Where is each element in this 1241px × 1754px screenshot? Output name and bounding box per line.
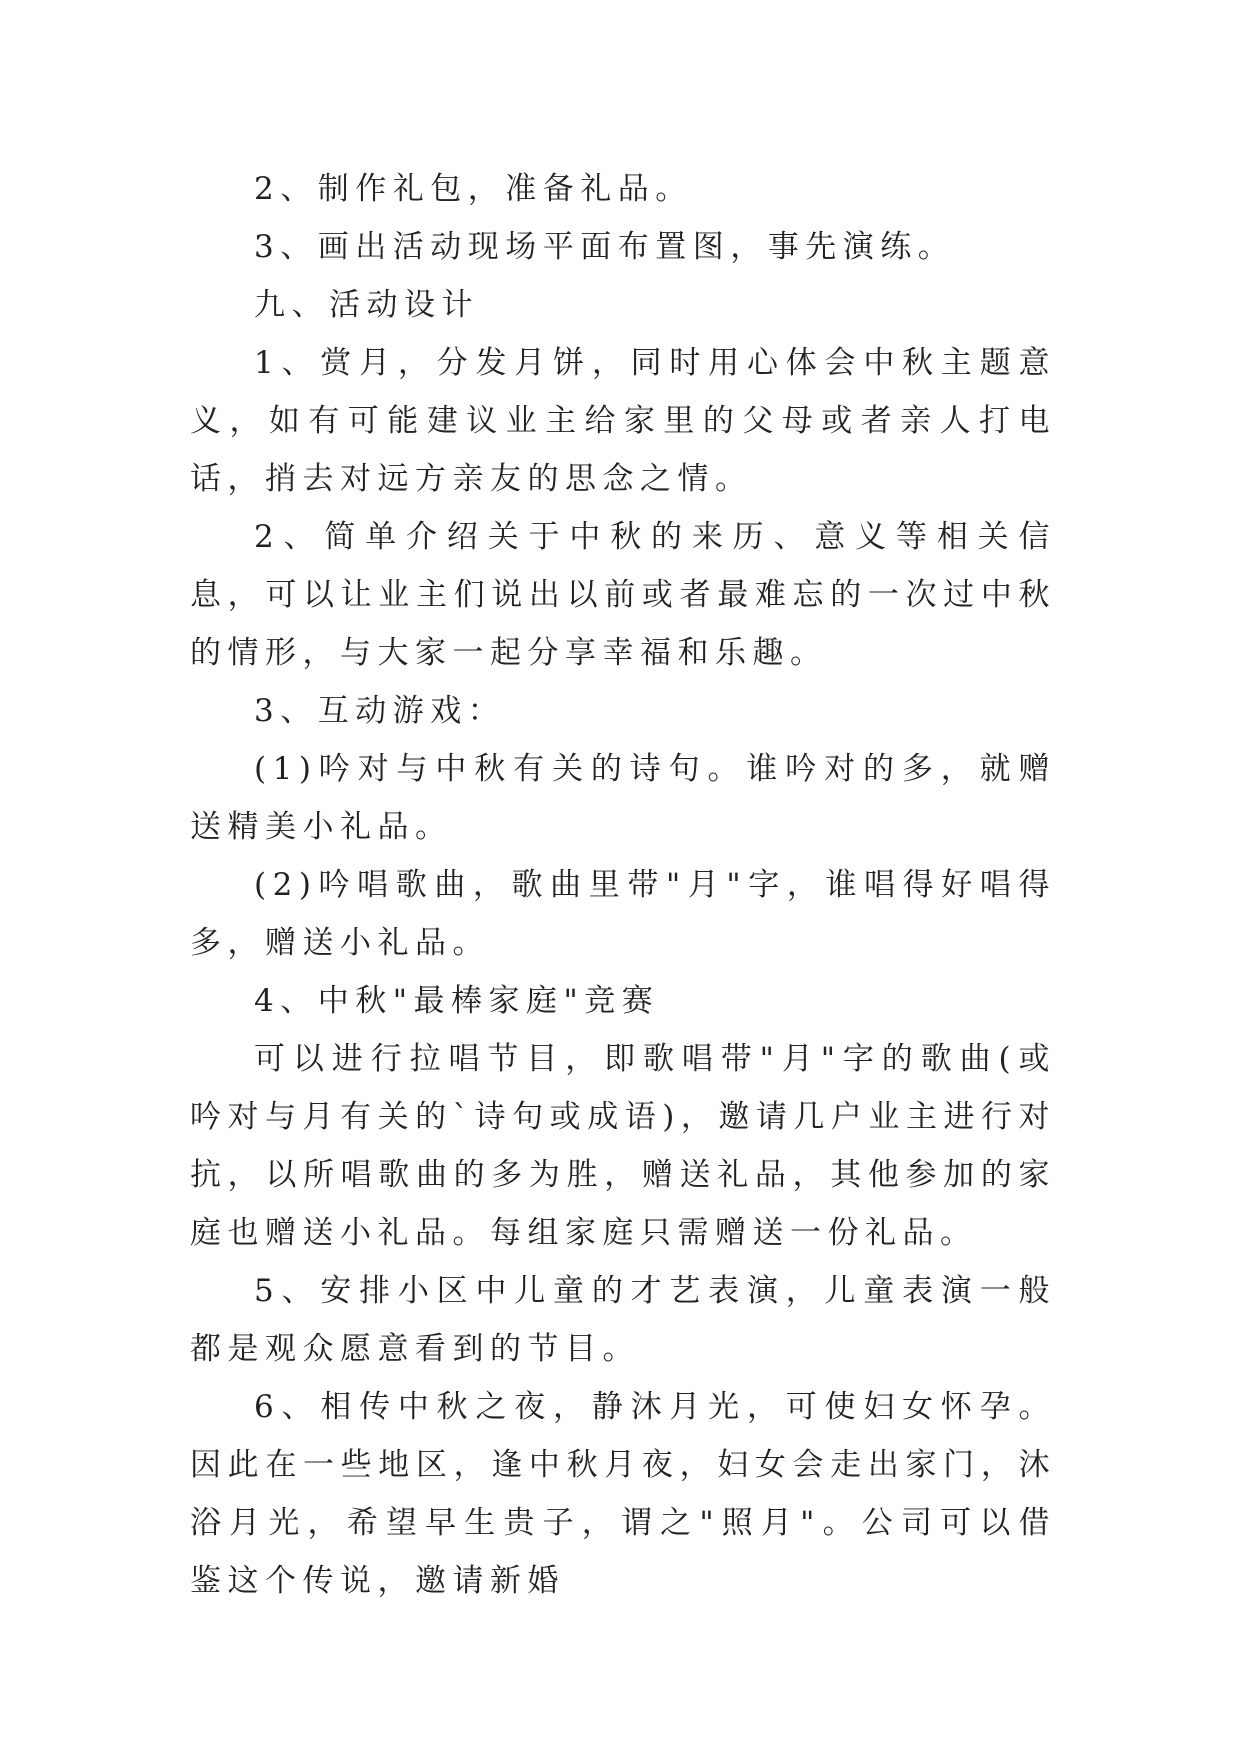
paragraph-moonlight-legend: 6、相传中秋之夜，静沐月光，可使妇女怀孕。因此在一些地区，逢中秋月夜，妇女会走出家门，沐浴月光，希望早生贵子，谓之"照月"。公司可以借鉴这个传说，邀请新婚 bbox=[190, 1389, 1056, 1599]
paragraph-singing-contest: 可以进行拉唱节目，即歌唱带"月"字的歌曲(或吟对与月有关的`诗句或成语)，邀请几户业主进行对抗，以所唱歌曲的多为胜，赠送礼品，其他参加的家庭也赠送小礼品。每组家庭只需赠送一份礼品。 bbox=[190, 1041, 1056, 1251]
document-body bbox=[190, 160, 1056, 1610]
paragraph-poem-game: (1)吟对与中秋有关的诗句。谁吟对的多，就赠送精美小礼品。 bbox=[190, 751, 1056, 845]
paragraph-children-performance: 5、安排小区中儿童的才艺表演，儿童表演一般都是观众愿意看到的节目。 bbox=[190, 1273, 1056, 1367]
paragraph-festival-introduction: 2、简单介绍关于中秋的来历、意义等相关信息，可以让业主们说出以前或者最难忘的一次过中秋的情形，与大家一起分享幸福和乐趣。 bbox=[190, 519, 1056, 671]
paragraph-best-family-contest: 4、中秋"最棒家庭"竞赛 bbox=[254, 983, 660, 1019]
section-heading-activity-design: 九、活动设计 bbox=[254, 287, 479, 323]
paragraph-prepare-gifts: 2、制作礼包，准备礼品。 bbox=[254, 171, 693, 207]
paragraph-interactive-games: 3、互动游戏： bbox=[254, 693, 506, 729]
paragraph-layout-plan: 3、画出活动现场平面布置图，事先演练。 bbox=[254, 229, 956, 265]
paragraph-song-game: (2)吟唱歌曲，歌曲里带"月"字，谁唱得好唱得多，赠送小礼品。 bbox=[190, 867, 1056, 961]
paragraph-moon-viewing: 1、赏月，分发月饼，同时用心体会中秋主题意义，如有可能建议业主给家里的父母或者亲人打电话，捎去对远方亲友的思念之情。 bbox=[190, 345, 1056, 497]
